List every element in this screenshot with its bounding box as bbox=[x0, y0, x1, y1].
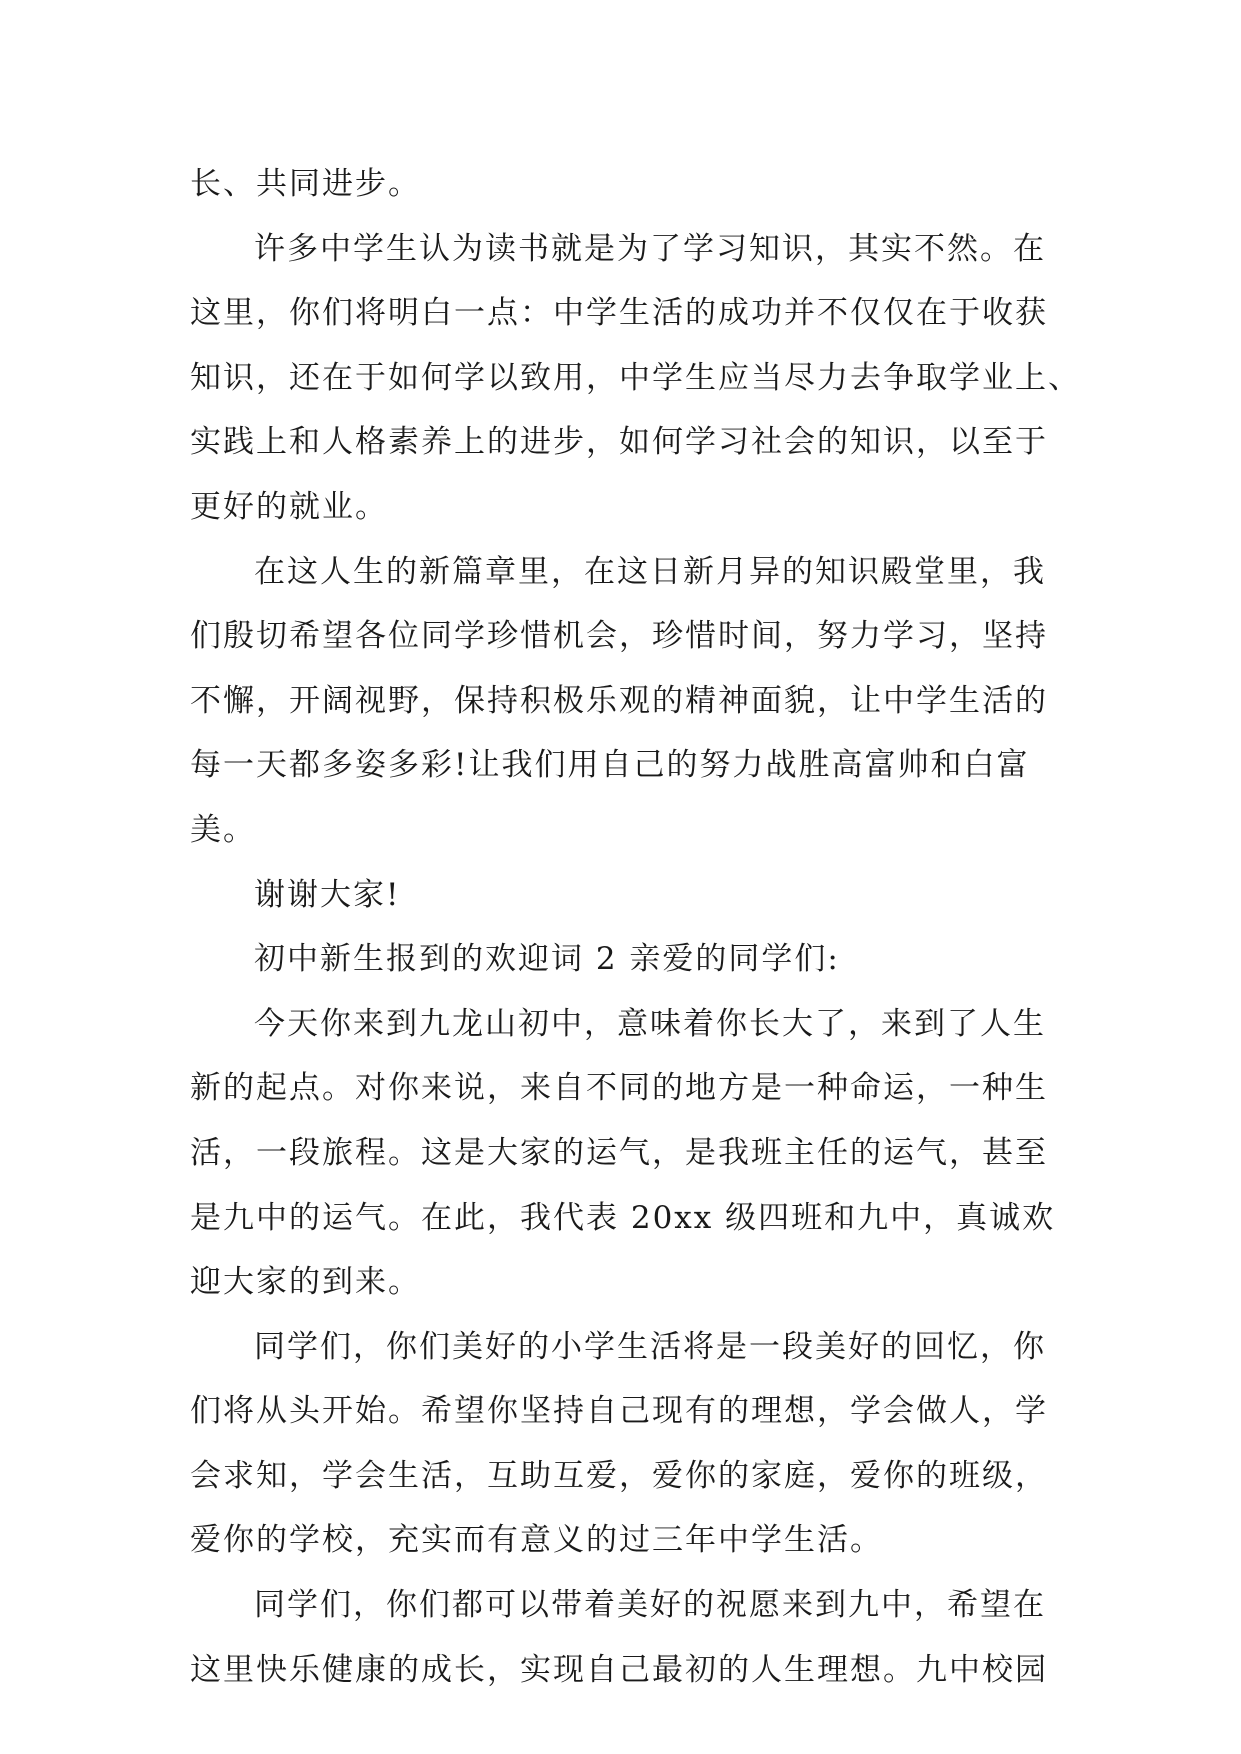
text-line: 新的起点。对你来说，来自不同的地方是一种命运，一种生 bbox=[190, 1070, 1048, 1107]
text-line: 们将从头开始。希望你坚持自己现有的理想，学会做人，学 bbox=[190, 1393, 1048, 1430]
text-line: 今天你来到九龙山初中，意味着你长大了，来到了人生 bbox=[254, 1005, 1046, 1042]
text-line: 们殷切希望各位同学珍惜机会，珍惜时间，努力学习，坚持 bbox=[190, 618, 1048, 655]
text-line: 长、共同进步。 bbox=[190, 166, 421, 202]
text-line: 爱你的学校，充实而有意义的过三年中学生活。 bbox=[190, 1522, 883, 1559]
text-line: 迎大家的到来。 bbox=[190, 1264, 421, 1301]
text-line: 许多中学生认为读书就是为了学习知识，其实不然。在 bbox=[254, 230, 1046, 267]
text-line: 谢谢大家! bbox=[254, 876, 401, 913]
text-line: 会求知，学会生活，互助互爱，爱你的家庭，爱你的班级， bbox=[190, 1457, 1048, 1494]
text-line: 同学们，你们都可以带着美好的祝愿来到九中，希望在 bbox=[254, 1587, 1046, 1624]
text-line: 这里快乐健康的成长，实现自己最初的人生理想。九中校园 bbox=[190, 1651, 1048, 1688]
text-line: 美。 bbox=[190, 811, 256, 848]
text-line: 实践上和人格素养上的进步，如何学习社会的知识，以至于 bbox=[190, 424, 1048, 461]
text-line: 是九中的运气。在此，我代表 20xx 级四班和九中，真诚欢 bbox=[190, 1199, 1056, 1236]
text-line: 活，一段旅程。这是大家的运气，是我班主任的运气，甚至 bbox=[190, 1134, 1048, 1171]
text-line: 知识，还在于如何学以致用，中学生应当尽力去争取学业上、 bbox=[190, 359, 1081, 396]
text-line: 不懈，开阔视野，保持积极乐观的精神面貌，让中学生活的 bbox=[190, 682, 1048, 719]
text-line: 同学们，你们美好的小学生活将是一段美好的回忆，你 bbox=[254, 1328, 1046, 1365]
text-line: 初中新生报到的欢迎词 2 亲爱的同学们: bbox=[254, 941, 840, 978]
text-line: 每一天都多姿多彩!让我们用自己的努力战胜高富帅和白富 bbox=[190, 747, 1030, 784]
text-line: 在这人生的新篇章里，在这日新月异的知识殿堂里，我 bbox=[254, 553, 1046, 590]
document-body bbox=[190, 152, 1081, 1702]
text-line: 这里，你们将明白一点：中学生活的成功并不仅仅在于收获 bbox=[190, 295, 1048, 332]
text-line: 更好的就业。 bbox=[190, 488, 388, 525]
